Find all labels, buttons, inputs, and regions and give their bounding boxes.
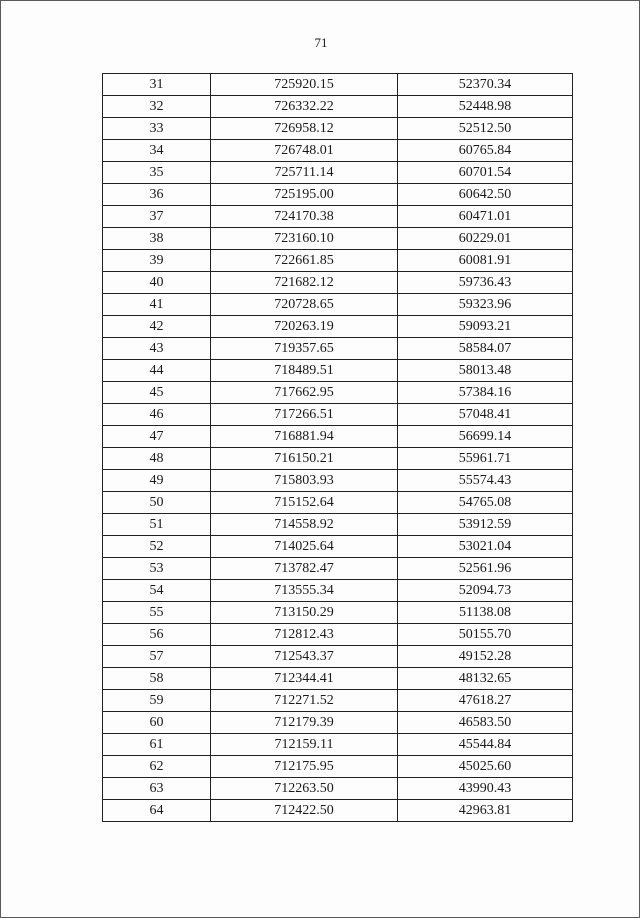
point-number-cell: 58 bbox=[103, 668, 211, 690]
table-row bbox=[103, 272, 573, 294]
x-coordinate-cell: 725920.15 bbox=[211, 74, 398, 96]
y-coordinate-cell: 52370.34 bbox=[398, 74, 573, 96]
y-coordinate-cell: 52561.96 bbox=[398, 558, 573, 580]
x-coordinate-cell: 713555.34 bbox=[211, 580, 398, 602]
x-coordinate-cell: 716881.94 bbox=[211, 426, 398, 448]
table-row bbox=[103, 470, 573, 492]
table-row bbox=[103, 206, 573, 228]
x-coordinate-cell: 712543.37 bbox=[211, 646, 398, 668]
x-coordinate-cell: 722661.85 bbox=[211, 250, 398, 272]
x-coordinate-cell: 712422.50 bbox=[211, 800, 398, 822]
y-coordinate-cell: 60642.50 bbox=[398, 184, 573, 206]
y-coordinate-cell: 60765.84 bbox=[398, 140, 573, 162]
x-coordinate-cell: 720728.65 bbox=[211, 294, 398, 316]
point-number-cell: 43 bbox=[103, 338, 211, 360]
point-number-cell: 47 bbox=[103, 426, 211, 448]
x-coordinate-cell: 725711.14 bbox=[211, 162, 398, 184]
x-coordinate-cell: 712812.43 bbox=[211, 624, 398, 646]
x-coordinate-cell: 726958.12 bbox=[211, 118, 398, 140]
point-number-cell: 62 bbox=[103, 756, 211, 778]
table-row bbox=[103, 316, 573, 338]
y-coordinate-cell: 57384.16 bbox=[398, 382, 573, 404]
table-row bbox=[103, 536, 573, 558]
point-number-cell: 49 bbox=[103, 470, 211, 492]
x-coordinate-cell: 714025.64 bbox=[211, 536, 398, 558]
x-coordinate-cell: 717266.51 bbox=[211, 404, 398, 426]
point-number-cell: 42 bbox=[103, 316, 211, 338]
table-row bbox=[103, 778, 573, 800]
table-row bbox=[103, 96, 573, 118]
table-row bbox=[103, 514, 573, 536]
x-coordinate-cell: 712159.11 bbox=[211, 734, 398, 756]
y-coordinate-cell: 49152.28 bbox=[398, 646, 573, 668]
point-number-cell: 36 bbox=[103, 184, 211, 206]
table-row bbox=[103, 338, 573, 360]
y-coordinate-cell: 42963.81 bbox=[398, 800, 573, 822]
y-coordinate-cell: 47618.27 bbox=[398, 690, 573, 712]
point-number-cell: 44 bbox=[103, 360, 211, 382]
point-number-cell: 64 bbox=[103, 800, 211, 822]
x-coordinate-cell: 720263.19 bbox=[211, 316, 398, 338]
x-coordinate-cell: 713782.47 bbox=[211, 558, 398, 580]
x-coordinate-cell: 715803.93 bbox=[211, 470, 398, 492]
table-row bbox=[103, 382, 573, 404]
point-number-cell: 54 bbox=[103, 580, 211, 602]
table-row bbox=[103, 734, 573, 756]
x-coordinate-cell: 719357.65 bbox=[211, 338, 398, 360]
x-coordinate-cell: 726332.22 bbox=[211, 96, 398, 118]
table-row bbox=[103, 690, 573, 712]
table-row bbox=[103, 646, 573, 668]
table-row bbox=[103, 140, 573, 162]
table-row bbox=[103, 558, 573, 580]
point-number-cell: 31 bbox=[103, 74, 211, 96]
y-coordinate-cell: 60081.91 bbox=[398, 250, 573, 272]
x-coordinate-cell: 712271.52 bbox=[211, 690, 398, 712]
x-coordinate-cell: 718489.51 bbox=[211, 360, 398, 382]
x-coordinate-cell: 717662.95 bbox=[211, 382, 398, 404]
x-coordinate-cell: 712175.95 bbox=[211, 756, 398, 778]
point-number-cell: 60 bbox=[103, 712, 211, 734]
point-number-cell: 33 bbox=[103, 118, 211, 140]
y-coordinate-cell: 51138.08 bbox=[398, 602, 573, 624]
x-coordinate-cell: 725195.00 bbox=[211, 184, 398, 206]
x-coordinate-cell: 723160.10 bbox=[211, 228, 398, 250]
table-row bbox=[103, 602, 573, 624]
table-row bbox=[103, 74, 573, 96]
table-row bbox=[103, 360, 573, 382]
y-coordinate-cell: 60229.01 bbox=[398, 228, 573, 250]
point-number-cell: 32 bbox=[103, 96, 211, 118]
point-number-cell: 35 bbox=[103, 162, 211, 184]
y-coordinate-cell: 55574.43 bbox=[398, 470, 573, 492]
point-number-cell: 50 bbox=[103, 492, 211, 514]
y-coordinate-cell: 55961.71 bbox=[398, 448, 573, 470]
page-number: 71 bbox=[314, 35, 328, 50]
x-coordinate-cell: 712344.41 bbox=[211, 668, 398, 690]
table-row bbox=[103, 800, 573, 822]
point-number-cell: 56 bbox=[103, 624, 211, 646]
table-row bbox=[103, 162, 573, 184]
y-coordinate-cell: 43990.43 bbox=[398, 778, 573, 800]
table-row bbox=[103, 404, 573, 426]
coordinates-table bbox=[102, 73, 573, 822]
point-number-cell: 59 bbox=[103, 690, 211, 712]
point-number-cell: 39 bbox=[103, 250, 211, 272]
y-coordinate-cell: 53912.59 bbox=[398, 514, 573, 536]
y-coordinate-cell: 60701.54 bbox=[398, 162, 573, 184]
table-row bbox=[103, 624, 573, 646]
coordinates-table-body bbox=[103, 74, 573, 822]
y-coordinate-cell: 45544.84 bbox=[398, 734, 573, 756]
y-coordinate-cell: 50155.70 bbox=[398, 624, 573, 646]
y-coordinate-cell: 57048.41 bbox=[398, 404, 573, 426]
x-coordinate-cell: 713150.29 bbox=[211, 602, 398, 624]
x-coordinate-cell: 716150.21 bbox=[211, 448, 398, 470]
x-coordinate-cell: 724170.38 bbox=[211, 206, 398, 228]
table-row bbox=[103, 448, 573, 470]
point-number-cell: 51 bbox=[103, 514, 211, 536]
table-row bbox=[103, 184, 573, 206]
y-coordinate-cell: 45025.60 bbox=[398, 756, 573, 778]
point-number-cell: 40 bbox=[103, 272, 211, 294]
y-coordinate-cell: 60471.01 bbox=[398, 206, 573, 228]
y-coordinate-cell: 52448.98 bbox=[398, 96, 573, 118]
point-number-cell: 45 bbox=[103, 382, 211, 404]
y-coordinate-cell: 46583.50 bbox=[398, 712, 573, 734]
point-number-cell: 34 bbox=[103, 140, 211, 162]
point-number-cell: 55 bbox=[103, 602, 211, 624]
table-row bbox=[103, 426, 573, 448]
table-row bbox=[103, 712, 573, 734]
point-number-cell: 52 bbox=[103, 536, 211, 558]
x-coordinate-cell: 712179.39 bbox=[211, 712, 398, 734]
table-row bbox=[103, 492, 573, 514]
table-row bbox=[103, 756, 573, 778]
table-row bbox=[103, 294, 573, 316]
x-coordinate-cell: 714558.92 bbox=[211, 514, 398, 536]
y-coordinate-cell: 53021.04 bbox=[398, 536, 573, 558]
point-number-cell: 61 bbox=[103, 734, 211, 756]
y-coordinate-cell: 59736.43 bbox=[398, 272, 573, 294]
point-number-cell: 57 bbox=[103, 646, 211, 668]
x-coordinate-cell: 715152.64 bbox=[211, 492, 398, 514]
table-row bbox=[103, 118, 573, 140]
point-number-cell: 46 bbox=[103, 404, 211, 426]
point-number-cell: 38 bbox=[103, 228, 211, 250]
y-coordinate-cell: 54765.08 bbox=[398, 492, 573, 514]
y-coordinate-cell: 52512.50 bbox=[398, 118, 573, 140]
point-number-cell: 63 bbox=[103, 778, 211, 800]
y-coordinate-cell: 52094.73 bbox=[398, 580, 573, 602]
table-row bbox=[103, 228, 573, 250]
table-row bbox=[103, 250, 573, 272]
table-row bbox=[103, 668, 573, 690]
y-coordinate-cell: 58584.07 bbox=[398, 338, 573, 360]
y-coordinate-cell: 56699.14 bbox=[398, 426, 573, 448]
x-coordinate-cell: 721682.12 bbox=[211, 272, 398, 294]
point-number-cell: 37 bbox=[103, 206, 211, 228]
x-coordinate-cell: 726748.01 bbox=[211, 140, 398, 162]
point-number-cell: 41 bbox=[103, 294, 211, 316]
x-coordinate-cell: 712263.50 bbox=[211, 778, 398, 800]
y-coordinate-cell: 58013.48 bbox=[398, 360, 573, 382]
y-coordinate-cell: 59093.21 bbox=[398, 316, 573, 338]
y-coordinate-cell: 59323.96 bbox=[398, 294, 573, 316]
table-row bbox=[103, 580, 573, 602]
point-number-cell: 53 bbox=[103, 558, 211, 580]
point-number-cell: 48 bbox=[103, 448, 211, 470]
y-coordinate-cell: 48132.65 bbox=[398, 668, 573, 690]
